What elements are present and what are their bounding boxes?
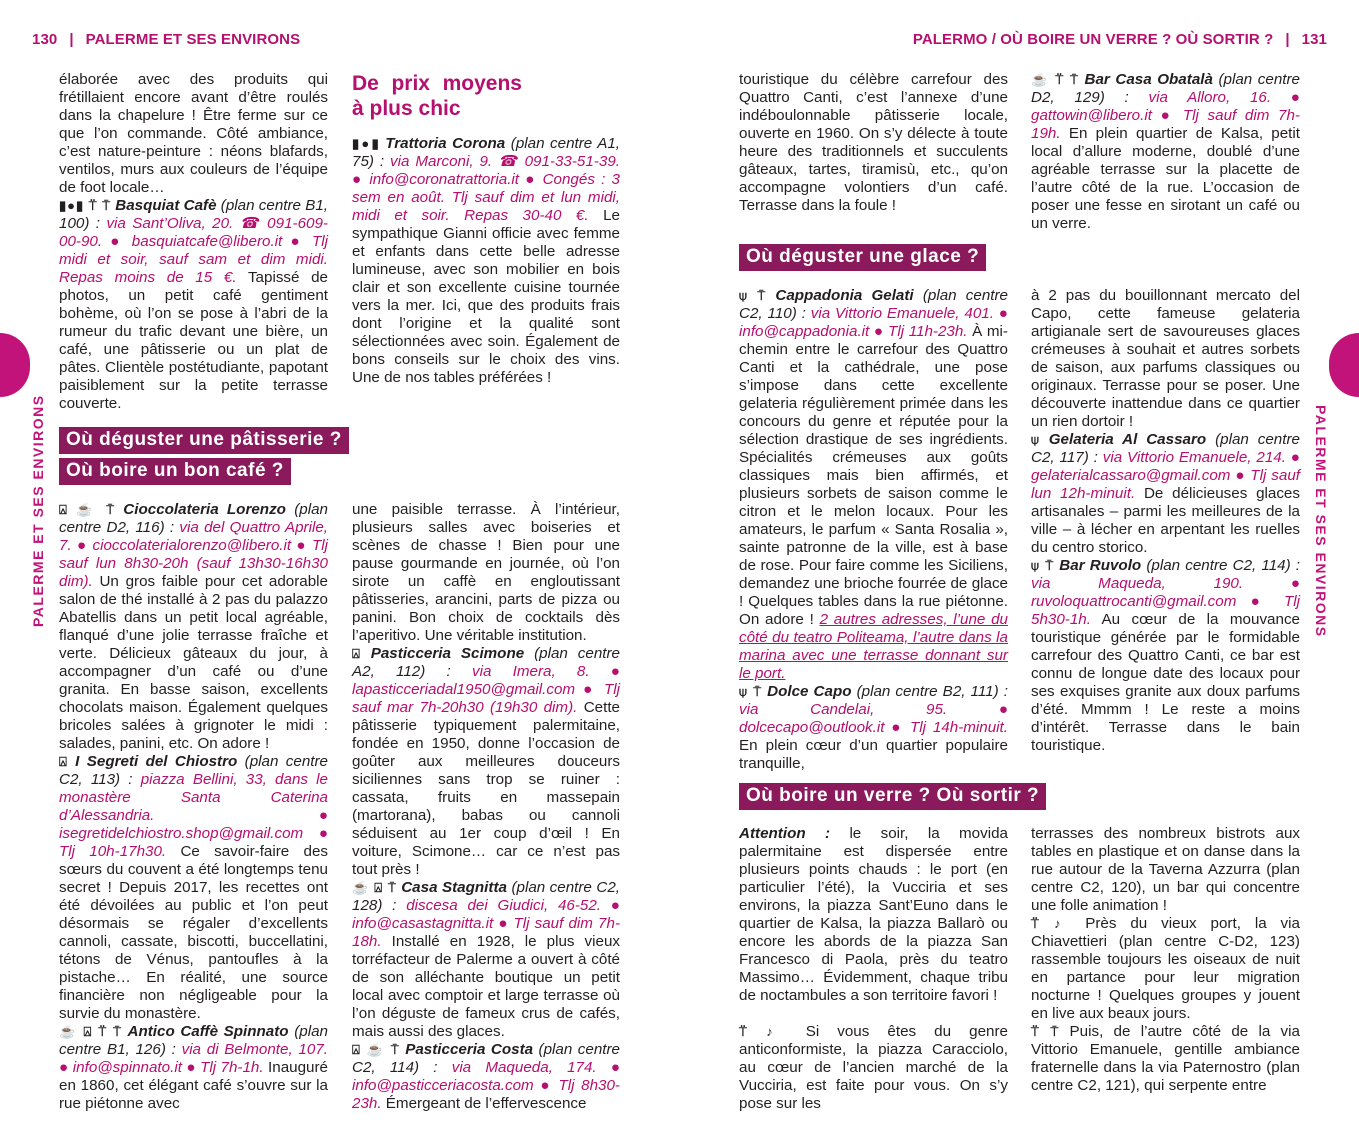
listing-basquiat xyxy=(59,197,328,413)
continued-text: une paisible terrasse. À l’intérieur, plusieurs salles avec boiseries et scènes de chasse ! Bien pour une pause gourmande en journée, où l’on sirote un caffè en engloutissant pâtisseries, arancini, parts de pizza ou panini. Bon choix de cocktails dès l’aperitivo. Une véritable institution. xyxy=(352,501,620,644)
right-running-head: PALERMO / OÙ BOIRE UN VERRE ? OÙ SORTIR ? | 131 xyxy=(912,31,1327,48)
venue-details: via del Quattro Aprile, 7. ● cioccolaterialorenzo@libero.it ● Tlj sauf lun 8h30-20h (sauf 13h30-16h30 dim). xyxy=(59,519,328,590)
listing-costa xyxy=(352,1041,620,1113)
listing-trattoria xyxy=(352,135,620,387)
venue-plan: (plan centre B1, 100) : xyxy=(59,197,329,232)
venue-plan: (plan centre B2, 111) : xyxy=(856,683,1008,700)
venue-plan: (plan centre C2, 114) : xyxy=(1146,557,1300,574)
listing-obatala xyxy=(1031,71,1300,233)
right-side-label: PALERME ET SES ENVIRONS xyxy=(1313,405,1329,638)
venue-description: De délicieuses glaces artisanales – parmi les meilleures de la ville – à lécher en arpentant les ruelles du centro storico. xyxy=(1031,485,1300,556)
left-col1-bottom xyxy=(59,501,328,1113)
right-col2-top xyxy=(1031,71,1300,233)
right-col2-bottom xyxy=(1031,825,1300,1095)
venue-plan: (plan centre C2, 128) : xyxy=(352,879,620,914)
venue-details: via Alloro, 16. ● gattowin@libero.it ● Tlj sauf dim 7h-19h. xyxy=(1031,89,1300,142)
listing-icons: ⍓ xyxy=(59,754,68,769)
venue-details: via Marconi, 9. ☎ 091-33-51-39. ● info@coronatrattoria.it ● Congés : 3 sem en août. Tlj sauf dim et lun midi, midi et soir. Repas 30-40 €. xyxy=(352,153,620,224)
right-col2-mid xyxy=(1031,287,1300,755)
listing-stagnitta xyxy=(352,879,620,1041)
listing-icons: ⍦ ⍑ xyxy=(1031,558,1055,573)
attention-text: le soir, la movida palermitaine est dispersée entre plusieurs points chauds : le port (en particulier l’été), la Vucciria et ses environs, la piazza Sant’Euno dans le quartier de Kalsa, la piazza Ballarò ou encore les abords de la piazza San Francesco di Paola, près du teatro Massimo… Évidemment, chaque tribu de noctambules a son territoire favori ! xyxy=(739,825,1008,1004)
listing-cappadonia xyxy=(739,287,1008,683)
venue-description: Le sympathique Gianni officie avec femme et enfants dans cette belle adresse lumineuse, avec son mobilier en bois clair et son excellente cuisine tournée vers la mer. Ici, que des produits frais dont l’origine et la qualité sont sélectionnées avec soin. Également de bons conseils sur le choix des vins. Une de nos tables préférées ! xyxy=(352,207,620,386)
venue-details: via di Belmonte, 107. ● info@spinnato.it ● Tlj 7h-1h. xyxy=(59,1041,328,1076)
venue-description: Installé en 1928, le plus vieux torréfacteur de Palerme a ouvert à côté de son alléchante boutique un petit local avec comptoir et large terrasse où l’on déguste de fameux crus de cafés, mais aussi des glaces. xyxy=(352,933,620,1040)
paternostro-paragraph xyxy=(1031,1023,1300,1095)
listing-ruvolo xyxy=(1031,557,1300,755)
listing-dolce-capo xyxy=(739,683,1008,773)
listing-icons: ⍦ ⍑ xyxy=(739,288,767,303)
other-addresses: 2 autres adresses, l’une du côté du teatro Politeama, l’autre dans la marina avec une terrasse donnant sur le port. xyxy=(739,611,1008,682)
listing-segreti xyxy=(59,753,328,1023)
continued-text: touristique du célèbre carrefour des Quattro Canti, c’est l’annexe d’une indéboulonnable pâtisserie locale, ouverte en 1960. On s’y délecte à toute heure des traditionnels et succulents gâteaux, tartes, tiramisù, etc., qu’on accompagne volontiers d’un café. Terrasse dans la foule ! xyxy=(739,71,1008,214)
heading-sortir: Où boire un verre ? Où sortir ? xyxy=(739,783,1046,810)
left-side-label: PALERME ET SES ENVIRONS xyxy=(30,394,46,627)
venue-name: Pasticceria Scimone xyxy=(370,645,525,662)
venue-name: Basquiat Cafè xyxy=(115,197,217,214)
venue-name: Bar Casa Obatalà xyxy=(1084,71,1213,88)
venue-plan: (plan centre C2, 114) : xyxy=(352,1041,620,1076)
right-thumb-tab xyxy=(1329,333,1359,397)
right-page-number: 131 xyxy=(1301,31,1327,48)
chiavettieri-text: Près du vieux port, la via Chiavettieri (plan centre C-D2, 123) rassemble toujours les oiseaux de nuit en partance pour leur migration nocturne ! Quelques groupes y jouent en live aux beaux jours. xyxy=(1031,915,1300,1022)
venue-description: Au cœur de la mouvance touristique générée par le formidable carrefour des Quattro Canti, ce bar est connu de longue date des locaux pour ses exquises granite aux doux parfums d’été. Mmmm ! Le reste a moins d’intérêt. Terrasse dans le bain touristique. xyxy=(1031,611,1300,754)
continued-text: à 2 pas du bouillonnant mercato del Capo, cette fameuse gelateria artigianale sert de savoureuses glaces crémeuses à souhait et autres sorbets de saison, aux parfums classiques ou originaux. Terrasse pour se poser. Une découverte inattendue dans ce quartier un rien dortoir ! xyxy=(1031,287,1300,430)
venue-name: Cioccolateria Lorenzo xyxy=(123,501,286,518)
venue-plan: (plan centre C2, 110) : xyxy=(739,287,1008,322)
right-col1-bottom xyxy=(739,825,1008,1113)
venue-details: via Vittorio Emanuele, 214. ● gelaterialcassaro@gmail.com ● Tlj sauf lun 12h-minuit. xyxy=(1031,449,1300,502)
venue-plan: (plan centre D2, 129) : xyxy=(1031,71,1301,106)
listing-icons: ⍓ ☕ ⍑ xyxy=(59,502,116,517)
listing-cassaro xyxy=(1031,431,1300,557)
venue-description: À mi-chemin entre le carrefour des Quattro Canti et la cathédrale, une pose s’impose dans cette excellente gelateria régulièrement primée dans les concours du genre et réputée pour la sélection drastique de ses ingrédients. Spécialités crémeuses aux goûts classiques mais bien affirmés, et plusieurs sorbets de saison comme le citron et le melon locaux. Pour les amateurs, le parfum « Santa Rosalia », sainte patronne de la ville, est à base de rose. Pour faire comme les Siciliens, demandez une brioche fourrée de glace ! Quelques tables dans la rue piétonne. On adore ! xyxy=(739,323,1008,628)
right-col1-mid xyxy=(739,287,1008,773)
venue-plan: (plan centre C2, 113) : xyxy=(59,753,329,788)
listing-icons: ☕ ⍓ ⍡ ⍑ xyxy=(59,1024,122,1039)
listing-icons: ▮●▮ ⍡ ⍑ xyxy=(59,198,112,213)
caracciolo-text: Si vous êtes du genre anticonformiste, la piazza Caracciolo, au cœur de l’ancien marché de la Vucciria, est faite pour vous. On s’y pose sur les xyxy=(739,1023,1008,1112)
venue-description: Ce savoir-faire des sœurs du couvent a été longtemps tenu secret ! Depuis 2017, les recettes ont été dévoilées au public et l’on peut désormais se régaler d’excellents cannoli, cassate, biscotti, buccellatini, tétons de Vénus, pantoufles à la pistache… En réalité, une source financière non négligeable pour la survie du monastère. xyxy=(59,843,328,1022)
heading-cafe: Où boire un bon café ? xyxy=(59,458,291,485)
heading-patisserie: Où déguster une pâtisserie ? xyxy=(59,427,349,454)
venue-description: Cette pâtisserie typiquement palermitaine, fondée en 1950, donne l’occasion de goûter aux meilleures douceurs siciliennes sans trop se ruiner : cassata, fruits en massepain (martorana), babas ou cannoli séduisent au 1er coup d’œil ! En voiture, Scimone… car ce n’est pas tout près ! xyxy=(352,699,620,878)
venue-description: Un gros faible pour cet adorable salon de thé installé à 2 pas du palazzo Abatellis dans un petit local agréable, flanqué d’une jolie terrasse fraîche et verte. Délicieux gâteaux du jour, à accompagner d’un café ou d’une granita. En basse saison, excellents chocolats maison. Également quelques bricoles salées à grignoter le midi : salades, panini, etc. On adore ! xyxy=(59,573,328,752)
venue-details: via Maqueda, 174. ● info@pasticceriacosta.com ● Tlj 8h30-23h. xyxy=(352,1059,620,1112)
venue-description: En plein quartier de Kalsa, petit local d’allure moderne, doublé d’une agréable terrasse sur la placette de l’autre côté de la rue. L’occasion de poser une fesse en sirotant un café ou un verre. xyxy=(1031,125,1300,232)
venue-details: via Vittorio Emanuele, 401. ● info@cappadonia.it ● Tlj 11h-23h. xyxy=(739,305,1008,340)
venue-plan: (plan centre A1, 75) : xyxy=(352,135,620,170)
venue-details: via Candelai, 95. ● dolcecapo@outlook.it ● Tlj 14h-minuit. xyxy=(739,701,1008,736)
venue-plan: (plan centre B1, 126) : xyxy=(59,1023,328,1058)
left-running-title: PALERME ET SES ENVIRONS xyxy=(85,31,301,48)
listing-icons: ⍡ ⍑ xyxy=(1031,1024,1060,1039)
listing-scimone xyxy=(352,645,620,879)
venue-name: Casa Stagnitta xyxy=(401,879,507,896)
left-col2-bottom xyxy=(352,501,620,1113)
listing-icons: ⍦ ⍑ xyxy=(739,684,763,699)
venue-details: via Imera, 8. ● lapasticceriadal1950@gmail.com ● Tlj sauf mar 7h-20h30 (19h30 dim). xyxy=(352,663,620,716)
listing-spinnato xyxy=(59,1023,328,1113)
left-running-head: 130 | PALERME ET SES ENVIRONS xyxy=(32,31,301,48)
venue-name: Dolce Capo xyxy=(767,683,852,700)
paternostro-text: Puis, de l’autre côté de la via Vittorio Emanuele, gentille ambiance fraternelle dans la via Paternostro (plan centre C2, 121), qui serpente entre xyxy=(1031,1023,1300,1094)
venue-description: Inauguré en 1860, cet élégant café s’ouvre sur la rue piétonne avec xyxy=(59,1059,328,1112)
left-col2-top xyxy=(352,71,620,387)
listing-icons: ⍡ ♪ xyxy=(739,1024,788,1039)
venue-plan: (plan centre D2, 116) : xyxy=(59,501,328,536)
chiavettieri-paragraph xyxy=(1031,915,1300,1023)
listing-icons: ☕ ⍡ ⍑ xyxy=(1031,72,1079,87)
right-col1-top xyxy=(739,71,1008,215)
venue-name: Pasticceria Costa xyxy=(405,1041,534,1058)
left-col1-top xyxy=(59,71,328,413)
right-running-title: PALERMO / OÙ BOIRE UN VERRE ? OÙ SORTIR ? xyxy=(912,31,1274,48)
listing-icons: ⍦ xyxy=(1031,432,1040,447)
venue-plan: (plan centre A2, 112) : xyxy=(352,645,620,680)
venue-description: Tapissé de photos, un petit café gentiment bohème, où l’on se pose à l’abri de la rumeur du trafic devant une bière, un café, une pâtisserie ou un plat de pâtes. Clientèle postétudiante, papotant paisiblement sur la petite terrasse couverte. xyxy=(59,269,329,412)
left-page-number: 130 xyxy=(32,31,58,48)
listing-icons: ▮●▮ xyxy=(352,136,380,151)
listing-icons: ⍡ ♪ xyxy=(1031,916,1072,931)
venue-name: Antico Caffè Spinnato xyxy=(127,1023,289,1040)
venue-details: discesa dei Giudici, 46-52. ● info@casastagnitta.it ● Tlj sauf dim 7h-18h. xyxy=(352,897,620,950)
listing-icons: ☕ ⍓ ⍑ xyxy=(352,880,397,895)
continued-text: terrasses des nombreux bistrots aux tables en plastique et on danse dans la rue autour de la Taverna Azzurra (plan centre C2, 120), un bar qui concentre une folle animation ! xyxy=(1031,825,1300,914)
venue-name: Gelateria Al Cassaro xyxy=(1048,431,1207,448)
venue-plan: (plan centre C2, 117) : xyxy=(1031,431,1300,466)
listing-icons: ⍓ xyxy=(352,646,361,661)
venue-name: Trattoria Corona xyxy=(385,135,506,152)
venue-description: En plein cœur d’un quartier populaire tranquille, xyxy=(739,737,1008,772)
venue-details: via Maqueda, 190. ● ruvoloquattrocanti@gmail.com ● Tlj 5h30-1h. xyxy=(1031,575,1300,628)
price-subhead: De prix moyens à plus chic xyxy=(352,72,522,120)
venue-description: Émergeant de l’effervescence xyxy=(385,1095,587,1112)
caracciolo-paragraph xyxy=(739,1023,1008,1113)
venue-name: Bar Ruvolo xyxy=(1059,557,1142,574)
venue-details: piazza Bellini, 33, dans le monastère Santa Caterina d’Alessandria. ● isegretidelchiostro.shop@gmail.com ● Tlj 10h-17h30. xyxy=(59,771,328,860)
listing-cioccolateria xyxy=(59,501,328,753)
venue-name: Cappadonia Gelati xyxy=(775,287,914,304)
intro-text: élaborée avec des produits qui frétillaient encore avant d’être roulés dans la chapelure ! Être ferme sur ce que l’on commande. Côté ambiance, c’est nature-peinture : néons blafards, ventilos, murs aux couleurs de l’équipe de foot locale… xyxy=(59,71,328,196)
left-thumb-tab xyxy=(0,333,30,397)
heading-glace: Où déguster une glace ? xyxy=(739,244,986,271)
attention-label: Attention : xyxy=(739,825,831,842)
venue-name: I Segreti del Chiostro xyxy=(75,753,238,770)
listing-icons: ⍓ ☕ ⍑ xyxy=(352,1042,400,1057)
attention-paragraph xyxy=(739,825,1008,1005)
venue-details: via Sant’Oliva, 20. ☎ 091-609-00-90. ● basquiatcafe@libero.it ● Tlj midi et soir, sauf sam et dim midi. Repas moins de 15 €. xyxy=(59,215,328,286)
